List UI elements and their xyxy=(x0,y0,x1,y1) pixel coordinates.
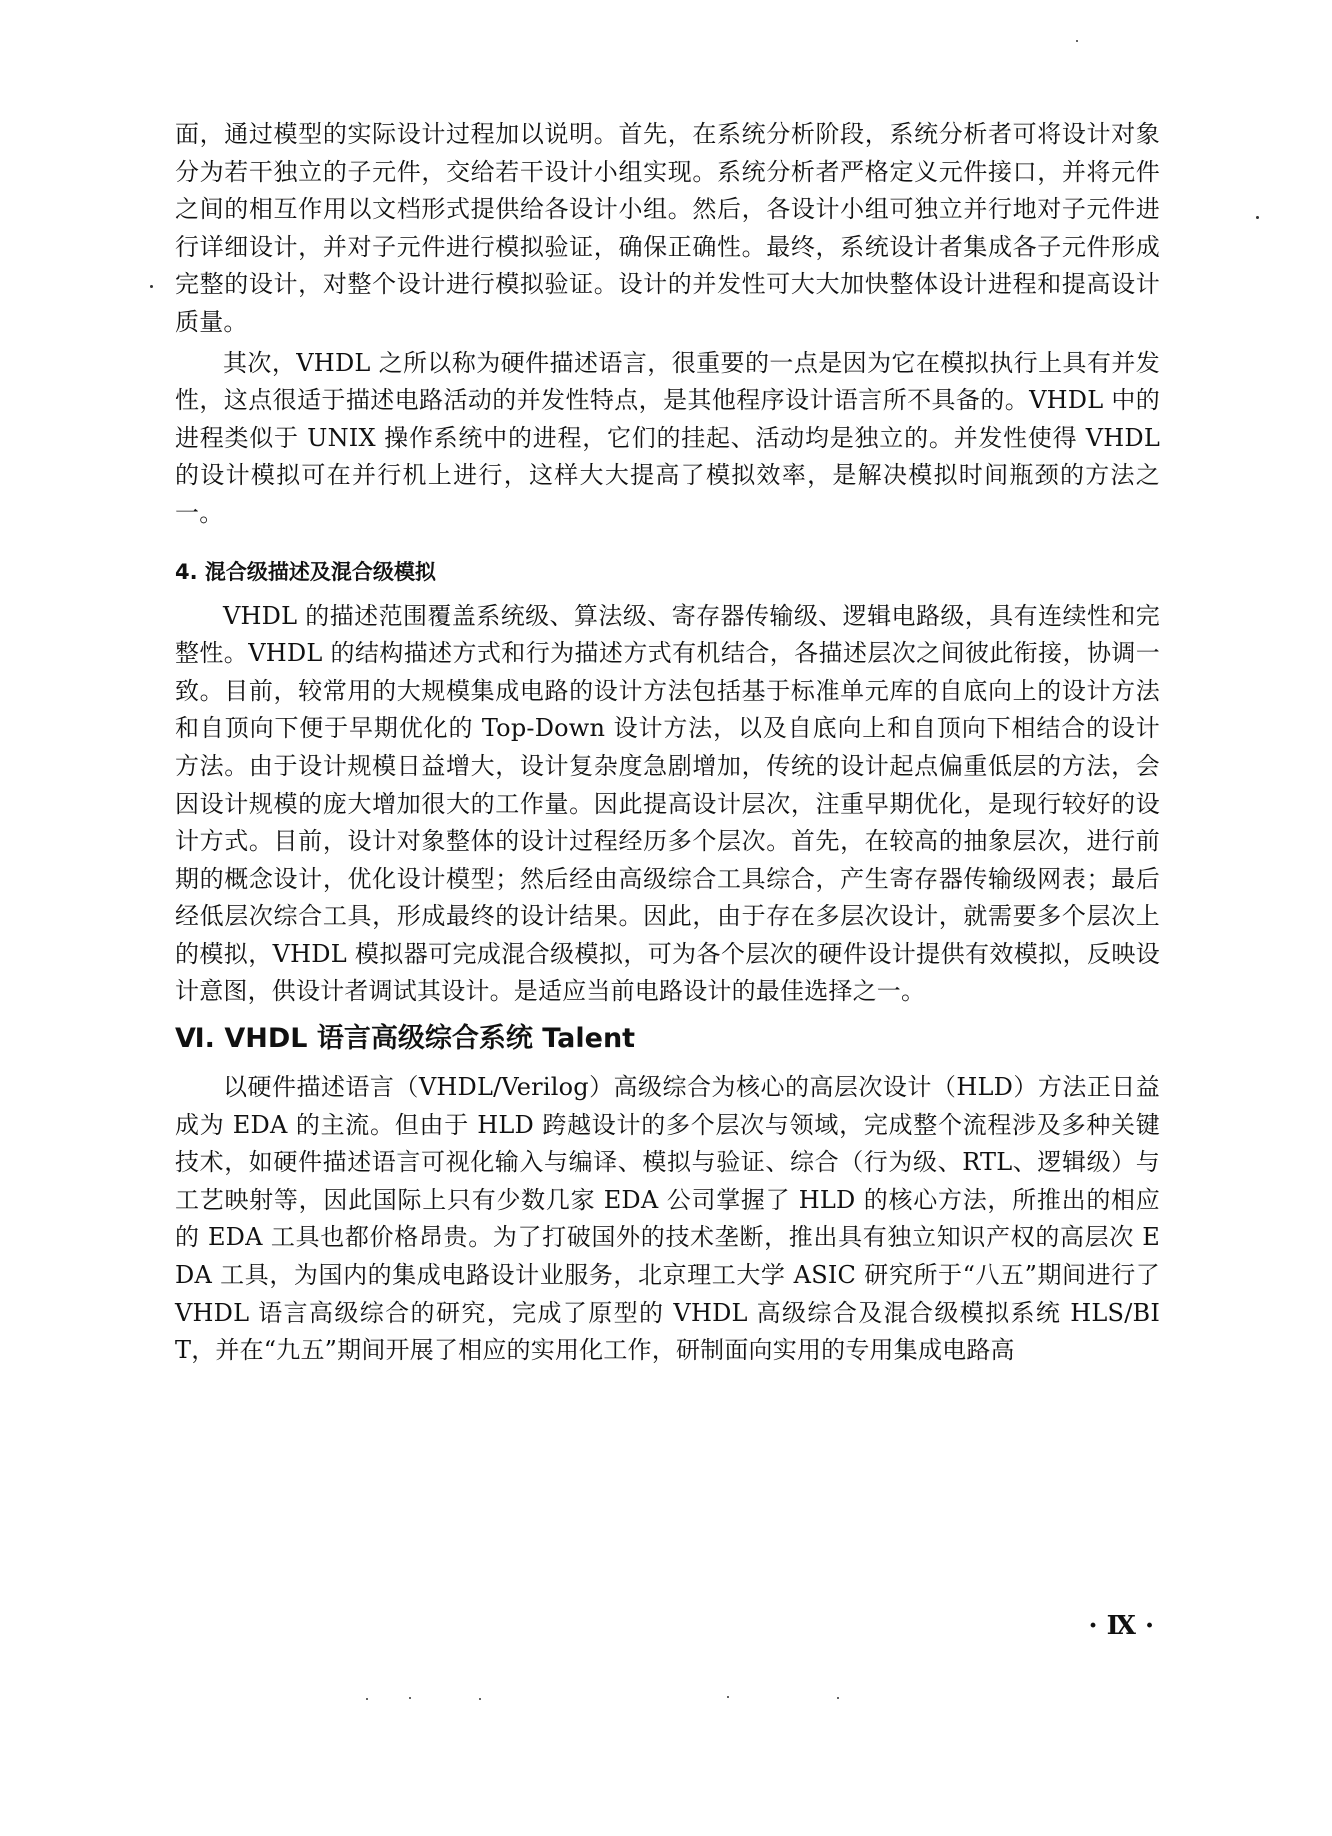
document-body xyxy=(175,116,1160,1370)
paragraph-mixed-level: VHDL 的描述范围覆盖系统级、算法级、寄存器传输级、逻辑电路级，具有连续性和完整性。VHDL 的结构描述方式和行为描述方式有机结合，各描述层次之间彼此衔接，协调一致。目前，较常用的大规模集成电路的设计方法包括基于标准单元库的自底向上的设计方法和自顶向下便于早期优化的 Top-Down 设计方法，以及自底向上和自顶向下相结合的设计方法。由于设计规模日益增大，设计复杂度急剧增加，传统的设计起点偏重低层的方法，会因设计规模的庞大增加很大的工作量。因此提高设计层次，注重早期优化，是现行较好的设计方式。目前，设计对象整体的设计过程经历多个层次。首先，在较高的抽象层次，进行前期的概念设计，优化设计模型；然后经由高级综合工具综合，产生寄存器传输级网表；最后经低层次综合工具，形成最终的设计结果。因此，由于存在多层次设计，就需要多个层次上的模拟，VHDL 模拟器可完成混合级模拟，可为各个层次的硬件设计提供有效模拟，反映设计意图，供设计者调试其设计。是适应当前电路设计的最佳选择之一。 xyxy=(175,601,1160,1006)
scan-speck xyxy=(479,1698,481,1700)
scan-speck xyxy=(150,285,153,288)
section-title-talent: Ⅵ. VHDL 语言高级综合系统 Talent xyxy=(175,1023,636,1055)
scan-speck xyxy=(727,1696,729,1698)
subheading-mixed-level: 4. 混合级描述及混合级模拟 xyxy=(175,559,436,584)
page-number: · Ⅸ · xyxy=(1088,1611,1154,1641)
paragraph-concurrency: 其次，VHDL 之所以称为硬件描述语言，很重要的一点是因为它在模拟执行上具有并发性，这点很适于描述电路活动的并发性特点，是其他程序设计语言所不具备的。VHDL 中的进程类似于 UNIX 操作系统中的进程，它们的挂起、活动均是独立的。并发性使得 VHDL 的设计模拟可在并行机上进行，这样大大提高了模拟效率，是解决模拟时间瓶颈的方法之一。 xyxy=(175,348,1160,527)
scan-speck xyxy=(1256,216,1259,219)
paragraph-hld: 以硬件描述语言（VHDL/Verilog）高级综合为核心的高层次设计（HLD）方法正日益成为 EDA 的主流。但由于 HLD 跨越设计的多个层次与领域，完成整个流程涉及多种关键技术，如硬件描述语言可视化输入与编译、模拟与验证、综合（行为级、RTL、逻辑级）与工艺映射等，因此国际上只有少数几家 EDA 公司掌握了 HLD 的核心方法，所推出的相应的 EDA 工具也都价格昂贵。为了打破国外的技术垄断，推出具有独立知识产权的高层次 EDA 工具，为国内的集成电路设计业服务，北京理工大学 ASIC 研究所于“八五”期间进行了 VHDL 语言高级综合的研究，完成了原型的 VHDL 高级综合及混合级模拟系统 HLS/BIT，并在“九五”期间开展了相应的实用化工作，研制面向实用的专用集成电路高 xyxy=(175,1073,1160,1365)
scan-speck xyxy=(409,1697,411,1699)
scan-speck xyxy=(837,1697,839,1699)
scan-speck xyxy=(1076,40,1078,42)
scan-speck xyxy=(366,1698,368,1700)
paragraph-design-process: 面，通过模型的实际设计过程加以说明。首先，在系统分析阶段，系统分析者可将设计对象分为若干独立的子元件，交给若干设计小组实现。系统分析者严格定义元件接口，并将元件之间的相互作用以文档形式提供给各设计小组。然后，各设计小组可独立并行地对子元件进行详细设计，并对子元件进行模拟验证，确保正确性。最终，系统设计者集成各子元件形成完整的设计，对整个设计进行模拟验证。设计的并发性可大大加快整体设计进程和提高设计质量。 xyxy=(175,120,1160,336)
